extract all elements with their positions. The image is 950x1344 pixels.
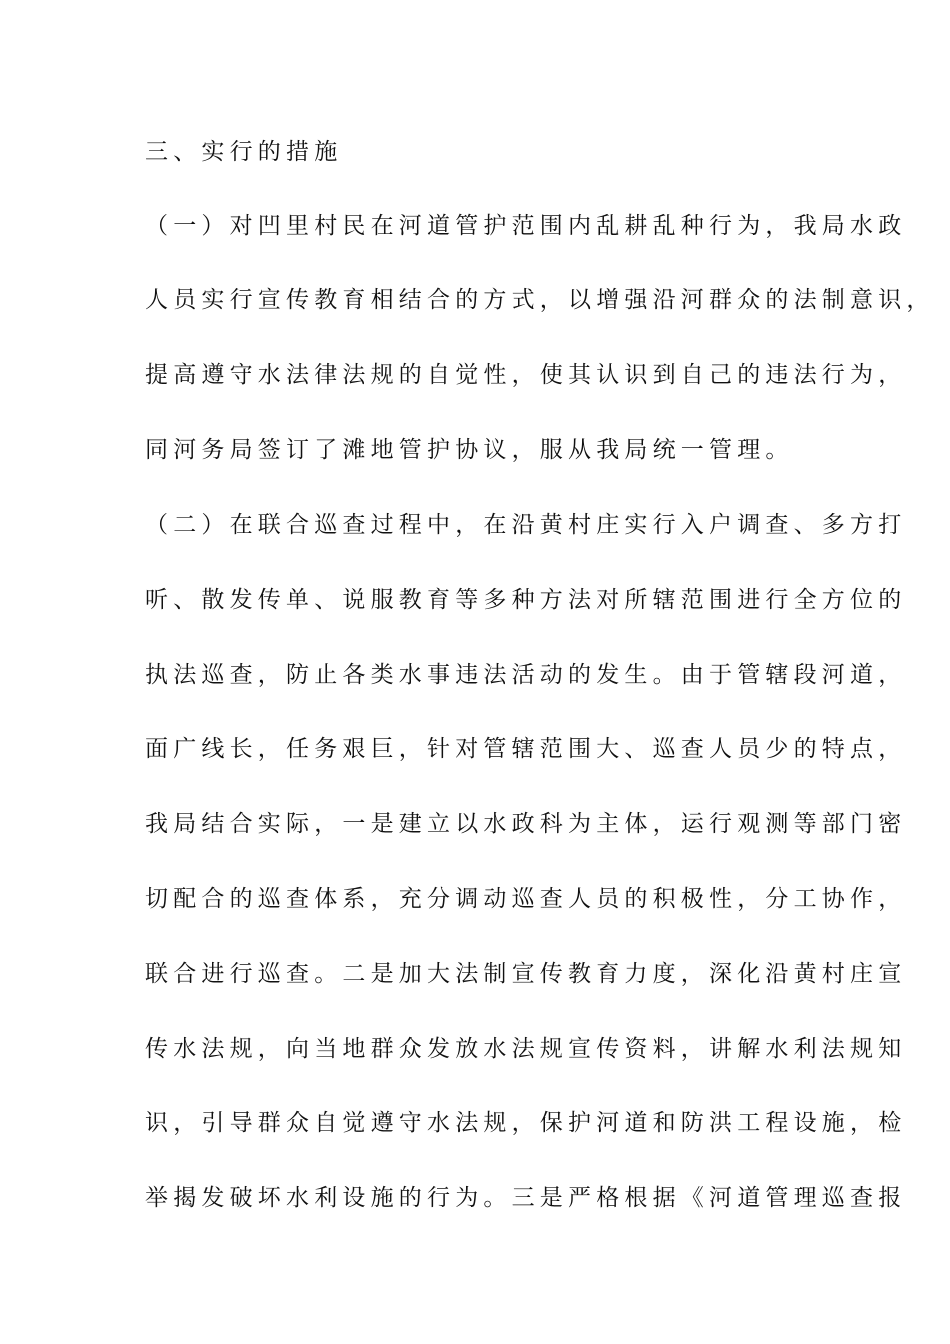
- paragraph-line: 联合进行巡查。二是加大法制宣传教育力度，深化沿黄村庄宣: [145, 961, 907, 987]
- paragraph-line: 传水法规，向当地群众发放水法规宣传资料，讲解水利法规知: [145, 1036, 907, 1062]
- paragraph-line: 切配合的巡查体系，充分调动巡查人员的积极性，分工协作，: [145, 886, 907, 912]
- section-heading: 三、实行的措施: [145, 139, 343, 165]
- paragraph-line: 我局结合实际，一是建立以水政科为主体，运行观测等部门密: [145, 811, 907, 837]
- paragraph-line: 提高遵守水法律法规的自觉性，使其认识到自己的违法行为，: [145, 362, 907, 388]
- paragraph-line: 面广线长，任务艰巨，针对管辖范围大、巡查人员少的特点，: [145, 736, 907, 762]
- paragraph-line: 执法巡查，防止各类水事违法活动的发生。由于管辖段河道，: [145, 662, 907, 688]
- paragraph-line: （二）在联合巡查过程中，在沿黄村庄实行入户调查、多方打: [145, 512, 907, 538]
- paragraph-line: （一）对凹里村民在河道管护范围内乱耕乱种行为，我局水政: [145, 213, 907, 239]
- paragraph-line: 识，引导群众自觉遵守水法规，保护河道和防洪工程设施，检: [145, 1110, 907, 1136]
- paragraph-line: 同河务局签订了滩地管护协议，服从我局统一管理。: [145, 437, 794, 463]
- paragraph-line: 人员实行宣传教育相结合的方式，以增强沿河群众的法制意识，: [145, 287, 935, 313]
- paragraph-line: 举揭发破坏水利设施的行为。三是严格根据《河道管理巡查报: [145, 1185, 907, 1211]
- paragraph-line: 听、散发传单、说服教育等多种方法对所辖范围进行全方位的: [145, 587, 907, 613]
